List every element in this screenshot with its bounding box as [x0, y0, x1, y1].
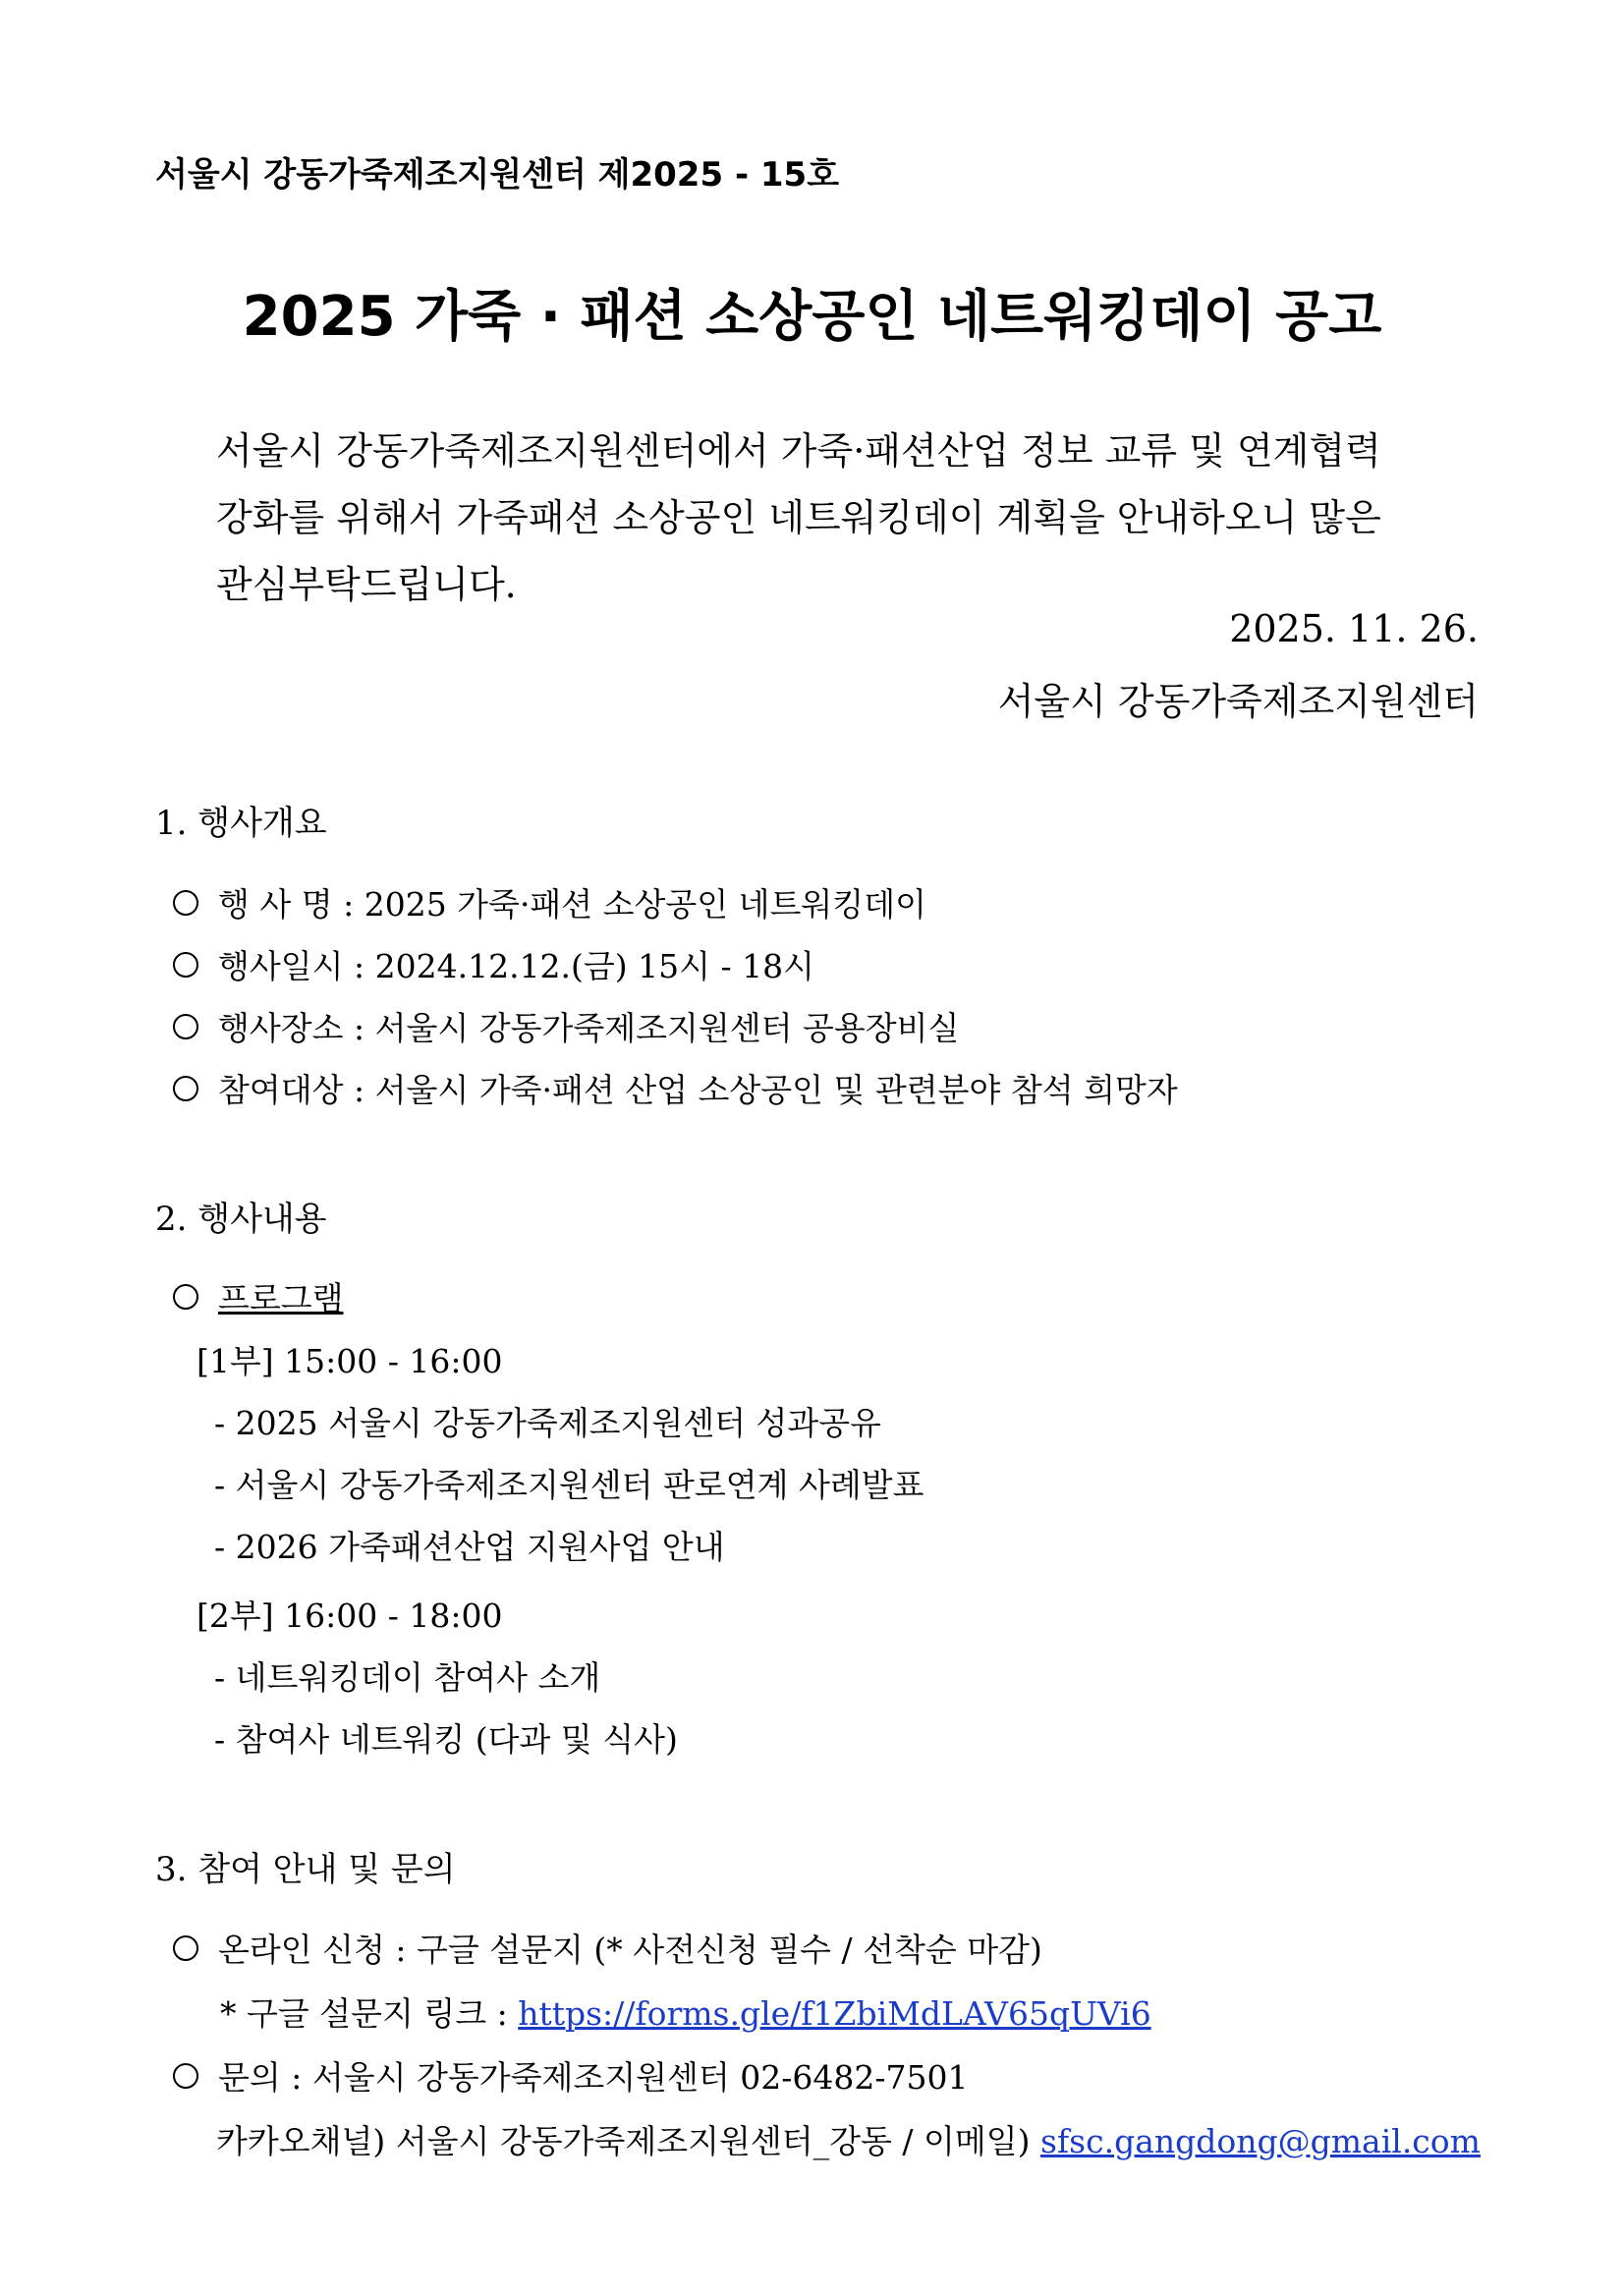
part1-item: - 2025 서울시 강동가죽제조지원센터 성과공유: [214, 1404, 882, 1442]
part1-item: - 서울시 강동가죽제조지원센터 판로연계 사례발표: [214, 1466, 924, 1504]
section2-heading: 2. 행사내용: [155, 1200, 327, 1239]
circle-bullet-icon: [173, 1935, 198, 1961]
issuing-organization: 서울시 강동가죽제조지원센터: [997, 680, 1479, 723]
program-label: 프로그램: [173, 1273, 344, 1319]
intro-paragraph: [216, 418, 1381, 618]
intro-line-1: 서울시 강동가죽제조지원센터에서 가죽·패션산업 정보 교류 및 연계협력: [216, 429, 1381, 473]
intro-line-2: 강화를 위해서 가죽패션 소상공인 네트워킹데이 계획을 안내하오니 많은: [216, 496, 1381, 539]
contact-info: 문의 : 서울시 강동가죽제조지원센터 02-6482-7501: [173, 2052, 969, 2099]
kakao-email-line: [216, 2116, 1481, 2162]
part1-label: [1부] 15:00 - 16:00: [196, 1342, 503, 1380]
email-link[interactable]: sfsc.gangdong@gmail.com: [1040, 2122, 1481, 2160]
page-title: 2025 가죽 · 패션 소상공인 네트워킹데이 공고: [242, 285, 1382, 349]
part2-label: [2부] 16:00 - 18:00: [196, 1596, 503, 1635]
part2-item: - 참여사 네트워킹 (다과 및 식사): [214, 1720, 678, 1759]
part1-item: - 2026 가죽패션산업 지원사업 안내: [214, 1528, 725, 1566]
circle-bullet-icon: [173, 1014, 198, 1039]
announcement-date: 2025. 11. 26.: [1229, 607, 1479, 650]
circle-bullet-icon: [173, 952, 198, 978]
circle-bullet-icon: [173, 890, 198, 916]
overview-item-datetime: 행사일시 : 2024.12.12.(금) 15시 - 18시: [173, 941, 814, 987]
part2-item: - 네트워킹데이 참여사 소개: [214, 1658, 601, 1697]
kakao-label: 카카오채널) 서울시 강동가죽제조지원센터_강동 / 이메일): [216, 2122, 1041, 2160]
circle-bullet-icon: [173, 1076, 198, 1101]
overview-item-name: 행 사 명 : 2025 가죽·패션 소상공인 네트워킹데이: [173, 879, 926, 925]
section3-heading: 3. 참여 안내 및 문의: [155, 1850, 456, 1889]
document-number: 서울시 강동가죽제조지원센터 제2025 - 15호: [155, 155, 840, 195]
intro-line-3: 관심부탁드립니다.: [216, 563, 517, 606]
survey-link-line: [220, 1988, 1151, 2035]
circle-bullet-icon: [173, 2063, 198, 2089]
section1-heading: 1. 행사개요: [155, 804, 327, 843]
survey-link-label: * 구글 설문지 링크 :: [220, 1994, 519, 2033]
overview-item-target: 참여대상 : 서울시 가죽·패션 산업 소상공인 및 관련분야 참석 희망자: [173, 1065, 1178, 1111]
overview-item-venue: 행사장소 : 서울시 강동가죽제조지원센터 공용장비실: [173, 1003, 959, 1049]
survey-link[interactable]: https://forms.gle/f1ZbiMdLAV65qUVi6: [518, 1994, 1151, 2033]
online-application: 온라인 신청 : 구글 설문지 (* 사전신청 필수 / 선착순 마감): [173, 1925, 1042, 1971]
circle-bullet-icon: [173, 1284, 198, 1310]
